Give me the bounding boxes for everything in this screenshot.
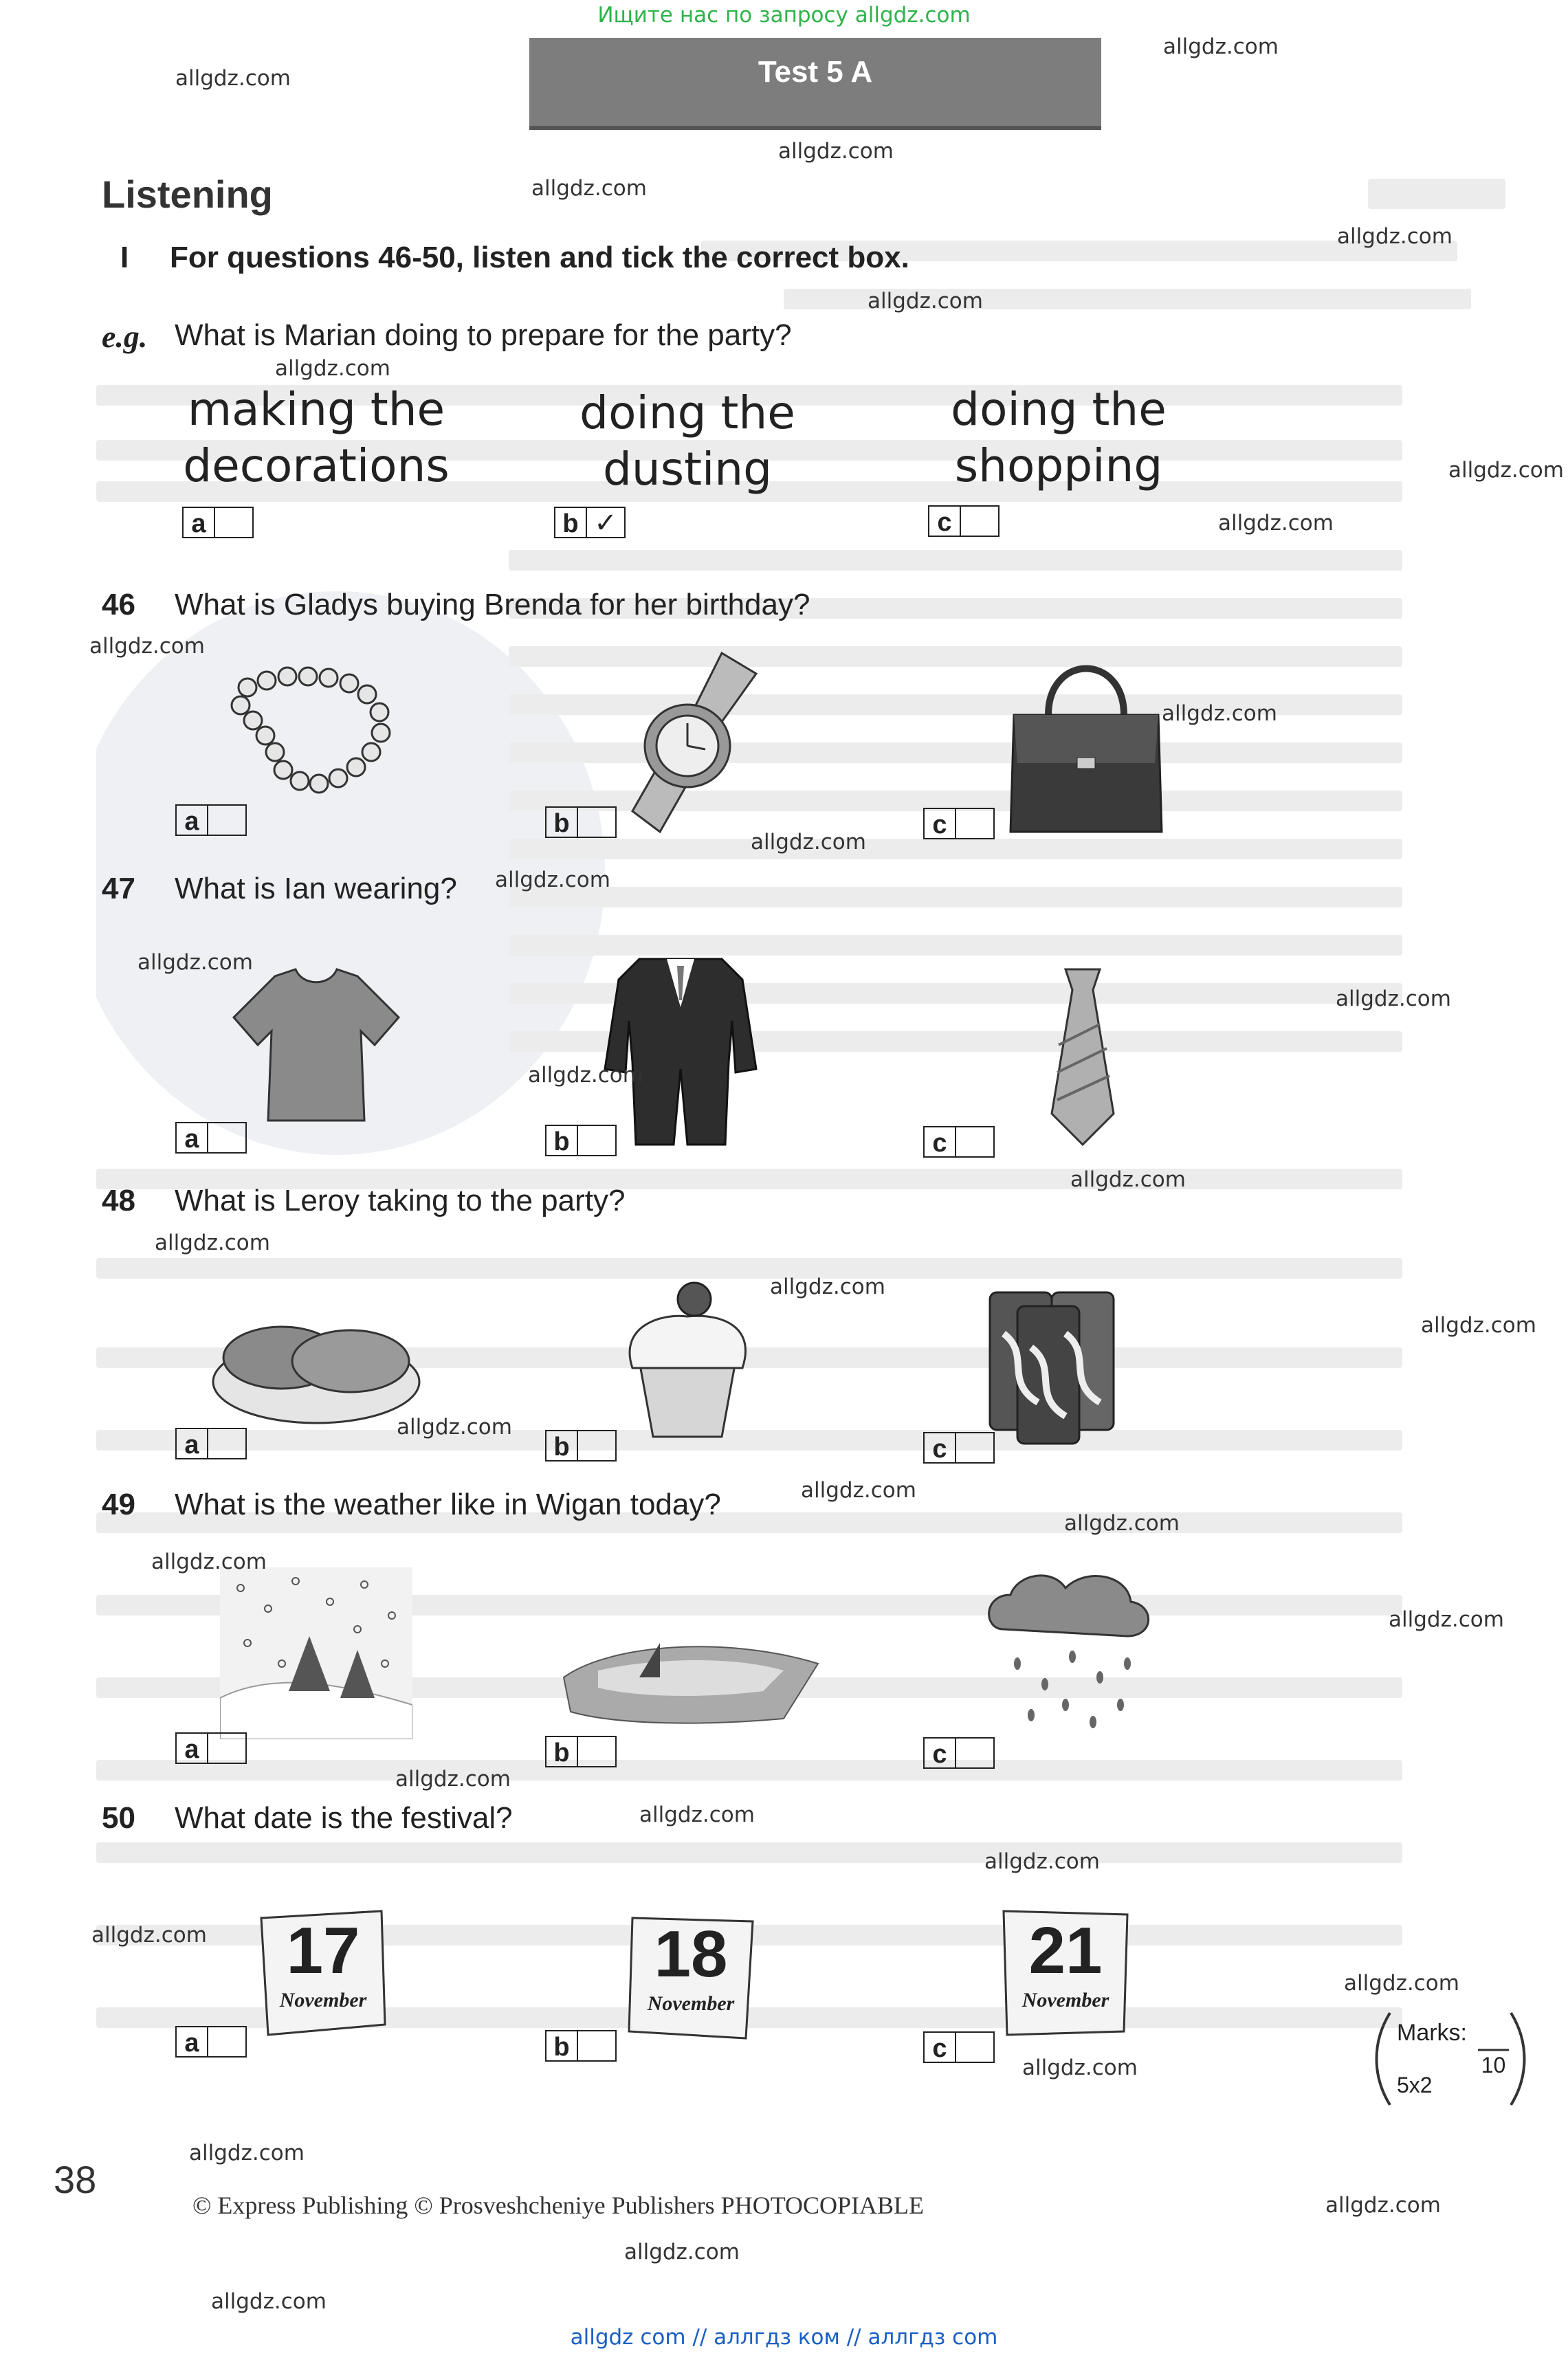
t-shirt-icon <box>227 962 406 1127</box>
q50-checkbox-b[interactable]: b <box>545 2030 617 2063</box>
calendar-day: 17 <box>286 1914 360 1987</box>
question-number: 46 <box>102 588 135 621</box>
top-search-link[interactable]: Ищите нас по запросу allgdz.com <box>597 3 971 27</box>
suit-icon <box>598 952 763 1151</box>
sunny-beach-icon <box>557 1602 825 1732</box>
watermark: allgdz.com <box>89 634 205 659</box>
example-checkbox-a[interactable]: a <box>182 507 254 540</box>
q48-checkbox-c[interactable]: c <box>923 1432 995 1465</box>
marks-box <box>1375 2007 1526 2110</box>
watermark: allgdz.com <box>275 356 390 381</box>
check-mark-icon: ✓ <box>587 507 626 538</box>
marks-label: Marks: <box>1397 2020 1467 2046</box>
watermark: allgdz.com <box>1325 2193 1441 2218</box>
rainy-weather-icon <box>976 1567 1162 1739</box>
example-question-text: What is Marian doing to prepare for the party? <box>175 318 792 352</box>
watermark: allgdz.com <box>189 2141 305 2165</box>
watermark: allgdz.com <box>137 950 253 975</box>
instruction-number: I <box>120 241 129 274</box>
watermark: allgdz.com <box>984 1849 1100 1874</box>
calendar-day: 21 <box>1028 1914 1103 1987</box>
watermark: allgdz.com <box>1162 701 1277 726</box>
instruction-text: For questions 46-50, listen and tick the correct box. <box>170 241 909 274</box>
sandwiches-icon <box>206 1292 426 1430</box>
q47-checkbox-a[interactable]: a <box>175 1122 247 1155</box>
test-header <box>529 38 1101 130</box>
copyright-footer: © Express Publishing © Prosveshcheniye Publishers PHOTOCOPIABLE <box>192 2192 925 2219</box>
watermark: allgdz.com <box>1389 1607 1504 1632</box>
bottom-site-links[interactable]: allgdz com // аллгдз ком // аллгдз com <box>570 2325 998 2350</box>
example-option-a-text: making the decorations <box>183 383 450 492</box>
watermark: allgdz.com <box>1218 511 1334 536</box>
necklace-icon <box>220 660 412 811</box>
q46-checkbox-c[interactable]: c <box>923 808 995 841</box>
watermark: allgdz.com <box>528 1063 643 1088</box>
q49-checkbox-b[interactable]: b <box>545 1736 617 1769</box>
watermark: allgdz.com <box>1070 1167 1186 1192</box>
cupcake-icon <box>619 1279 756 1444</box>
watermark: allgdz.com <box>1022 2055 1138 2080</box>
watermark: allgdz.com <box>175 66 291 91</box>
watermark: allgdz.com <box>1336 986 1451 1011</box>
example-label: e.g. <box>102 319 148 354</box>
watermark: allgdz.com <box>770 1275 885 1299</box>
watermark: allgdz.com <box>151 1550 267 1574</box>
page-number: 38 <box>54 2158 97 2201</box>
watermark: allgdz.com <box>155 1231 270 1255</box>
section-title: Listening <box>102 173 273 216</box>
q49-checkbox-a[interactable]: a <box>175 1732 247 1765</box>
q48-checkbox-b[interactable]: b <box>545 1430 617 1463</box>
question-text: What is Leroy taking to the party? <box>175 1184 626 1217</box>
question-number: 47 <box>102 872 135 905</box>
watermark: allgdz.com <box>778 139 894 164</box>
q50-checkbox-a[interactable]: a <box>175 2026 247 2059</box>
marks-total: 10 <box>1481 2053 1506 2077</box>
calendar-page-17 <box>258 1908 388 2038</box>
watermark: allgdz.com <box>801 1478 916 1503</box>
watermark: allgdz.com <box>397 1415 512 1440</box>
q46-checkbox-b[interactable]: b <box>545 806 617 839</box>
calendar-day: 18 <box>654 1917 728 1991</box>
q50-checkbox-c[interactable]: c <box>923 2031 995 2064</box>
watermark: allgdz.com <box>495 868 610 892</box>
wristwatch-icon <box>619 646 777 839</box>
snowy-weather-icon <box>220 1567 412 1739</box>
q47-checkbox-c[interactable]: c <box>923 1126 995 1159</box>
q49-checkbox-c[interactable]: c <box>923 1737 995 1770</box>
question-text: What is the weather like in Wigan today? <box>175 1488 721 1521</box>
marks-formula: 5x2 <box>1397 2073 1433 2097</box>
watermark: allgdz.com <box>1448 458 1564 483</box>
watermark: allgdz.com <box>211 2289 327 2314</box>
question-number: 48 <box>102 1184 135 1217</box>
question-text: What is Ian wearing? <box>175 872 457 905</box>
q46-checkbox-a[interactable]: a <box>175 804 247 837</box>
necktie-icon <box>1038 962 1127 1148</box>
watermark: allgdz.com <box>751 830 866 854</box>
q47-checkbox-b[interactable]: b <box>545 1125 617 1158</box>
example-checkbox-b[interactable]: b ✓ <box>554 507 626 540</box>
instruction <box>120 241 909 275</box>
test-title: Test 5 A <box>758 55 873 89</box>
calendar-page-18 <box>626 1911 756 2042</box>
question-number: 49 <box>102 1488 135 1521</box>
question-text: What is Gladys buying Brenda for her birthday? <box>175 588 810 621</box>
watermark: allgdz.com <box>624 2240 740 2264</box>
watermark: allgdz.com <box>1163 34 1279 59</box>
example-option-c-text: doing the shopping <box>951 383 1167 492</box>
handbag-icon <box>1000 639 1172 839</box>
example-option-b-text: doing the dusting <box>579 386 795 496</box>
calendar-page-21 <box>1000 1908 1131 2038</box>
watermark: allgdz.com <box>531 176 647 201</box>
calendar-month: November <box>647 1992 735 2015</box>
calendar-month: November <box>1022 1989 1109 2011</box>
watermark: allgdz.com <box>639 1802 755 1827</box>
watermark: allgdz.com <box>91 1923 207 1948</box>
calendar-month: November <box>279 1989 367 2011</box>
watermark: allgdz.com <box>1344 1971 1459 1996</box>
watermark: allgdz.com <box>1064 1511 1180 1536</box>
watermark: allgdz.com <box>1421 1313 1536 1338</box>
watermark: allgdz.com <box>395 1767 511 1791</box>
watermark: allgdz.com <box>1337 224 1453 249</box>
q48-checkbox-a[interactable]: a <box>175 1428 247 1461</box>
example-checkbox-c[interactable]: c <box>928 505 1000 538</box>
soda-cans-icon <box>976 1279 1134 1451</box>
question-number: 50 <box>102 1801 135 1835</box>
watermark: allgdz.com <box>868 289 983 313</box>
question-text: What date is the festival? <box>175 1801 513 1835</box>
